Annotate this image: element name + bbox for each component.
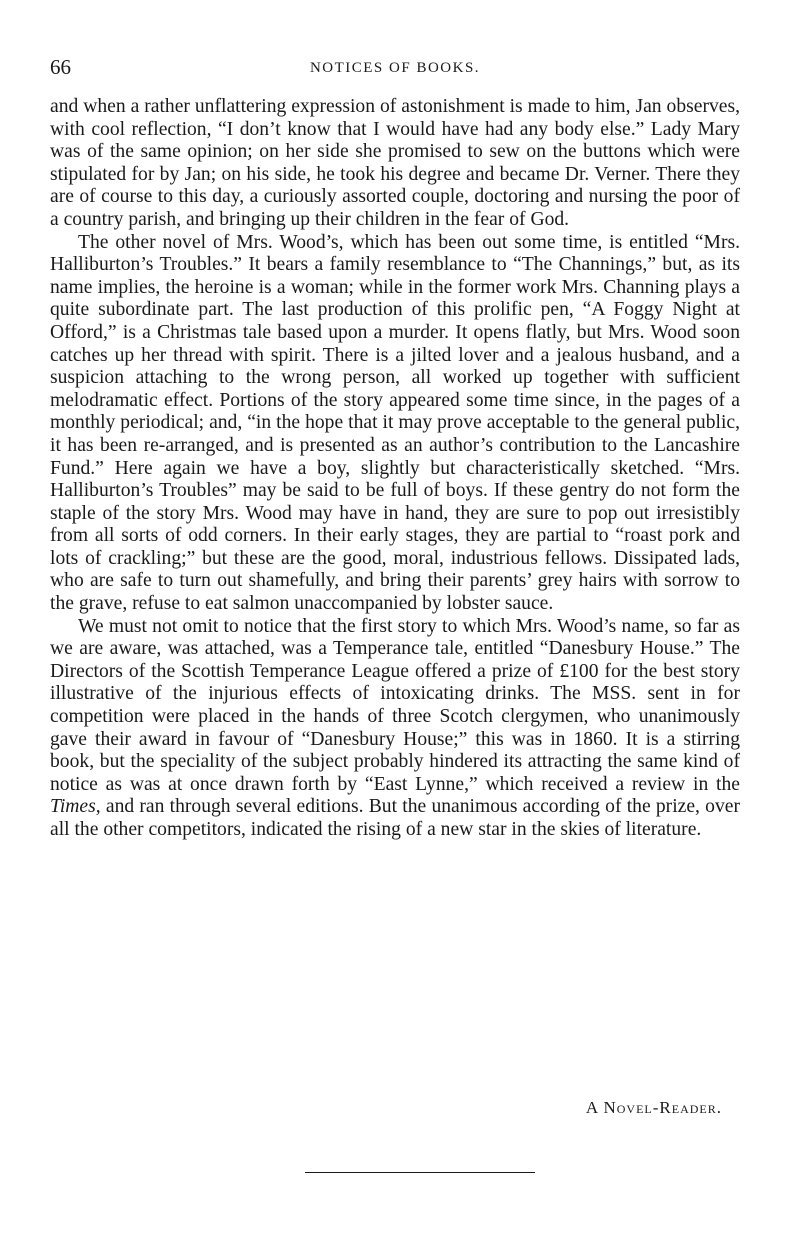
times-title: Times, [50,796,101,818]
paragraph-3-end: and ran through several editions. But the unanimous according of the prize, over all the other competitors, indicated the rising of a new star in the skies of literature. [50,796,740,840]
page-number: 66 [50,55,71,79]
running-title: NOTICES OF BOOKS. [309,60,481,76]
paragraph-2: The other novel of Mrs. Wood’s, which has been out some time, is entitled “Mrs. Halliburton’s Troubles.” It bears a family resemblance to “The Channings,” but, as its name implies, the heroine is a woman; while in the former work Mrs. Channing plays a quite subordinate part. The last production of this prolific pen, “A Foggy Night at Offord,” is a Christmas tale based upon a murder. It opens flatly, but Mrs. Wood soon catches up her thread with spirit. There is a jilted lover and a jealous husband, and a suspicion attaching to the wrong person, all worked up together with sufficient melodramatic effect. Portions of the story appeared some time since, in the pages of a monthly periodical; and, “in the hope that it may prove acceptable to the general public, it has been re-arranged, and is presented as an author’s contribution to the Lancashire Fund.” Here again we have a boy, slightly but characteristically sketched. “Mrs. Halliburton’s Troubles” may be said to be full of boys. If these gentry do not form the staple of the story Mrs. Wood may have in hand, they are sure to pop out irresistibly from all sorts of odd corners. In their early stages, they are partial to “roast pork and lots of crackling;” but these are the good, moral, industrious fellows. Dissipated lads, who are safe to turn out shamefully, and bring their parents’ grey hairs with sorrow to the grave, refuse to eat salmon unaccompanied by lobster sauce. [50,231,740,615]
paragraph-3-text: We must not omit to notice that the first story to which Mrs. Wood’s name, so far as we are aware, was attached, was a Temperance tale, entitled “Danesbury House.” The Directors of the Scottish Temperance League offered a prize of £100 for the best story illustrative of the injurious effects of intoxicating drinks. The MSS. sent in for competition were placed in the hands of three Scotch clergymen, who unanimously gave their award in favour of “Danesbury House;” this was in 1860. It is a stirring book, but the speciality of the subject probably hindered its attracting the same kind of notice as was at once drawn forth by “East Lynne,” which received a review in the [50,615,740,795]
author-signature: A Novel-Reader. [585,1098,722,1117]
closing-rule [305,1172,535,1173]
paragraph-1: and when a rather unflattering expression of astonishment is made to him, Jan observes, with cool reflection, “I don’t know that I would have had any body else.” Lady Mary was of the same opinion; on her side she promised to sew on the buttons which were stipulated for by Jan; on his side, he took his degree and became Dr. Verner. There they are of course to this day, a curiously assorted couple, doctoring and nursing the poor of a country parish, and bringing up their children in the fear of God. [50,96,740,230]
article-body [50,96,740,842]
paragraph-3 [50,616,740,842]
page-header [50,52,740,82]
